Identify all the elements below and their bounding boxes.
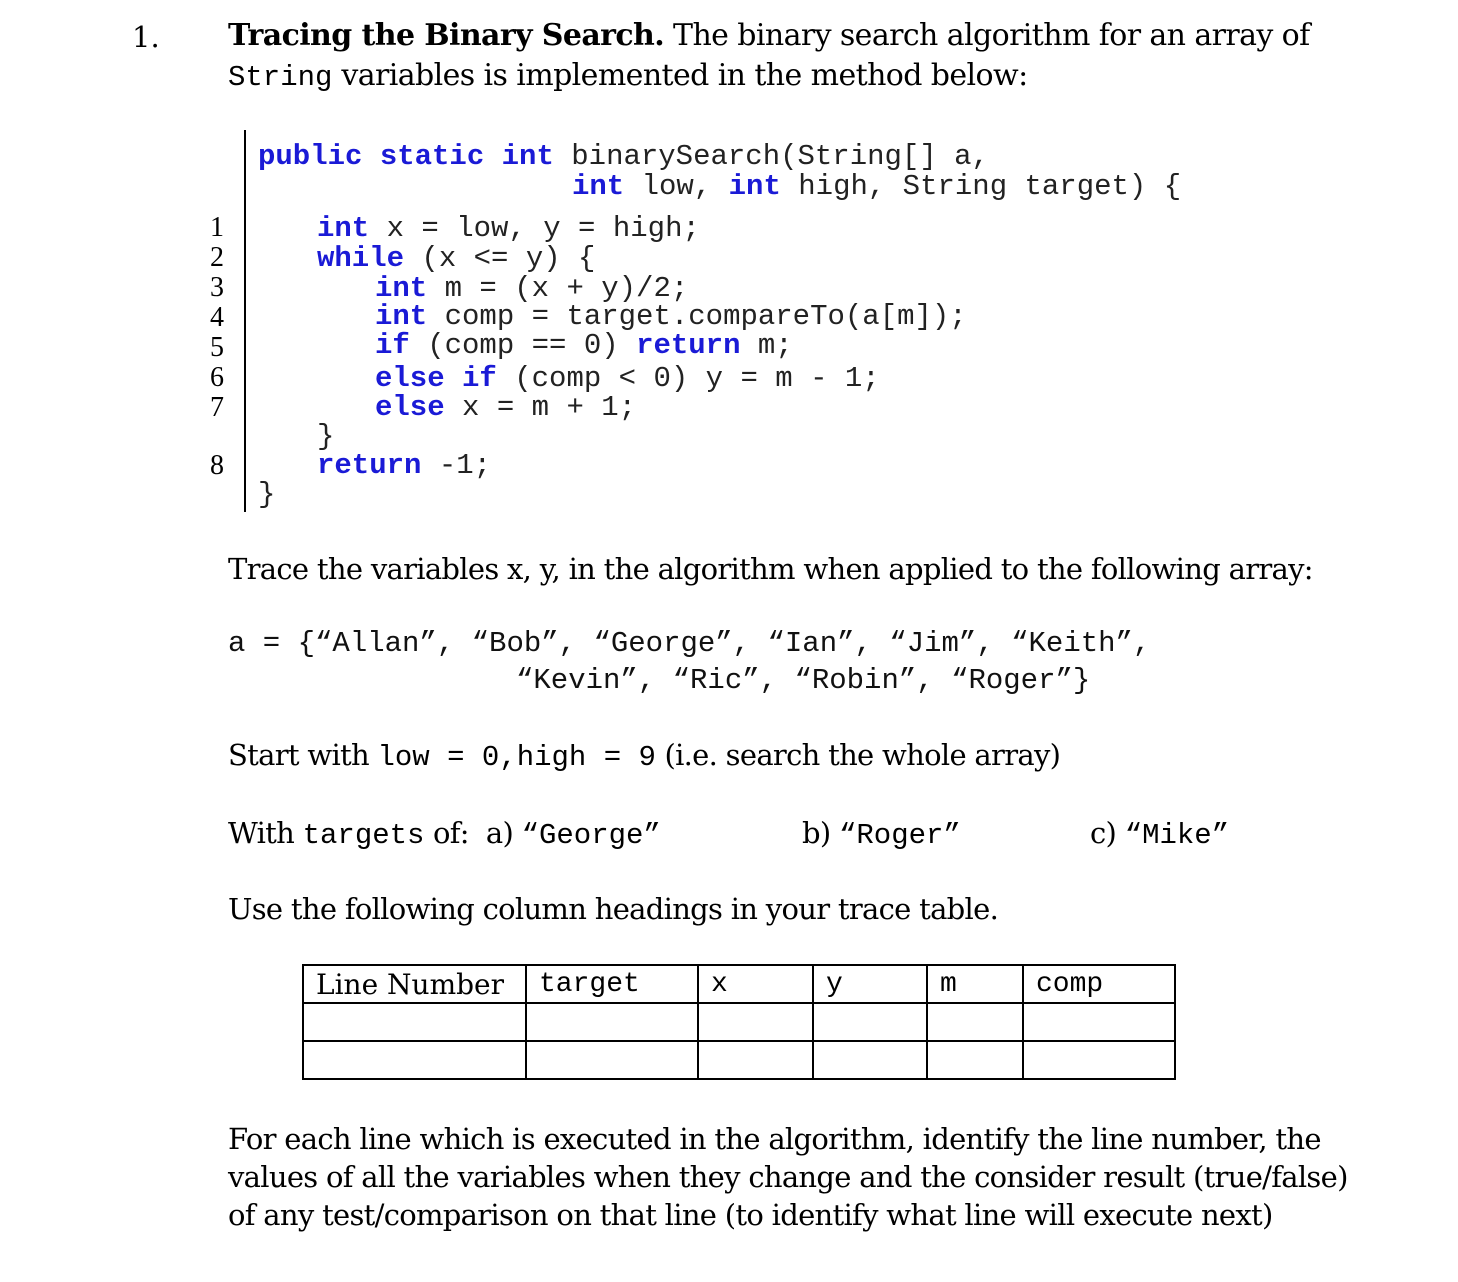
target-a: “George” (521, 819, 661, 852)
question-number: 1. (132, 20, 160, 54)
question-heading (228, 18, 1310, 53)
line-number-4: 4 (210, 302, 224, 333)
with-label: With (228, 816, 303, 850)
question-intro-part1: The binary search algorithm for an array of (664, 18, 1310, 53)
code-text: high, String target) { (780, 170, 1182, 203)
table-header-m: m (927, 965, 1023, 1003)
table-cell[interactable] (927, 1041, 1023, 1079)
label-b: b) (802, 816, 839, 850)
keyword: while (317, 242, 405, 275)
columns-instruction: Use the following column headings in your trace table. (228, 892, 999, 926)
footer-line-1: For each line which is executed in the algorithm, identify the line number, the (228, 1122, 1321, 1156)
question-title: Tracing the Binary Search. (228, 18, 665, 53)
code-text: binarySearch(String[] a, (553, 140, 989, 173)
table-row (303, 1003, 1175, 1041)
code-close-method: } (258, 478, 276, 511)
code-text: m = (x + y)/2; (427, 272, 689, 305)
code-text: comp = target.compareTo(a[m]); (427, 300, 967, 333)
code-close-while: } (317, 420, 335, 453)
with-code: targets (302, 819, 425, 852)
table-cell[interactable] (1023, 1041, 1175, 1079)
line-number-2: 2 (210, 242, 224, 273)
label-c: c) (1090, 816, 1125, 850)
table-cell[interactable] (526, 1003, 698, 1041)
table-cell[interactable] (698, 1003, 813, 1041)
start-label: Start with (228, 738, 378, 772)
code-text: -1; (421, 449, 492, 482)
table-cell[interactable] (698, 1041, 813, 1079)
trace-instruction: Trace the variables x, y, in the algorithm when applied to the following array: (228, 552, 1313, 586)
code-text: (x <= y) { (404, 242, 596, 275)
keyword: else if (375, 362, 497, 395)
keyword: int (317, 212, 370, 245)
line-number-7: 7 (210, 392, 224, 423)
footer-line-3: of any test/comparison on that line (to identify what line will execute next) (228, 1198, 1273, 1232)
table-header-y: y (813, 965, 927, 1003)
code-text: x = low, y = high; (369, 212, 700, 245)
trace-table (302, 964, 1176, 1080)
start-code: low = 0,high = 9 (377, 741, 656, 774)
code-text: m; (740, 329, 793, 362)
line-number-3: 3 (210, 272, 224, 303)
code-line-1 (317, 212, 700, 245)
with-of: of: a) (424, 816, 522, 850)
keyword: return (317, 449, 422, 482)
keyword: else (375, 391, 445, 424)
code-line-7 (375, 391, 636, 424)
targets-line (228, 816, 661, 852)
code-line-5 (375, 329, 793, 362)
target-b: “Roger” (839, 819, 961, 852)
question-intro-part2: variables is implemented in the method below: (332, 58, 1028, 93)
code-text: (comp < 0) y = m - 1; (496, 362, 880, 395)
array-line-2: “Kevin”, “Ric”, “Robin”, “Roger”} (516, 664, 1091, 697)
target-c: “Mike” (1124, 819, 1230, 852)
table-header-line-number: Line Number (303, 965, 526, 1003)
line-number-5: 5 (210, 332, 224, 363)
code-line-8 (317, 449, 491, 482)
code-text: x = m + 1; (444, 391, 637, 424)
code-line-2 (317, 242, 595, 275)
table-cell[interactable] (303, 1003, 526, 1041)
table-cell[interactable] (303, 1041, 526, 1079)
table-cell[interactable] (927, 1003, 1023, 1041)
start-note: (i.e. search the whole array) (655, 738, 1061, 772)
line-number-1: 1 (210, 212, 224, 243)
question-heading-line2 (228, 58, 1028, 94)
keyword: return (636, 329, 741, 362)
footer-line-2: values of all the variables when they change and the consider result (true/false) (228, 1160, 1348, 1194)
code-signature-line1 (258, 140, 989, 173)
code-text: (comp == 0) (409, 329, 637, 362)
keyword: public static int (258, 140, 554, 173)
intro-code-string: String (228, 61, 333, 94)
code-signature-line2 (572, 170, 1181, 203)
table-cell[interactable] (813, 1003, 927, 1041)
table-header-x: x (698, 965, 813, 1003)
table-cell[interactable] (1023, 1003, 1175, 1041)
line-number-8: 8 (210, 450, 224, 481)
array-line-1: a = {“Allan”, “Bob”, “George”, “Ian”, “Jim”, “Keith”, (228, 627, 1151, 660)
table-cell[interactable] (813, 1041, 927, 1079)
table-header-target: target (526, 965, 698, 1003)
code-text: low, (624, 170, 729, 203)
keyword: int (728, 170, 781, 203)
table-header-row (303, 965, 1175, 1003)
table-row (303, 1041, 1175, 1079)
keyword: int (375, 300, 428, 333)
table-cell[interactable] (526, 1041, 698, 1079)
line-number-6: 6 (210, 362, 224, 393)
start-values (228, 738, 1060, 774)
keyword: int (375, 272, 428, 305)
target-c-line (1090, 816, 1229, 852)
table-header-comp: comp (1023, 965, 1175, 1003)
target-b-line (802, 816, 961, 852)
keyword: int (572, 170, 625, 203)
code-left-border (244, 130, 246, 512)
keyword: if (375, 329, 410, 362)
